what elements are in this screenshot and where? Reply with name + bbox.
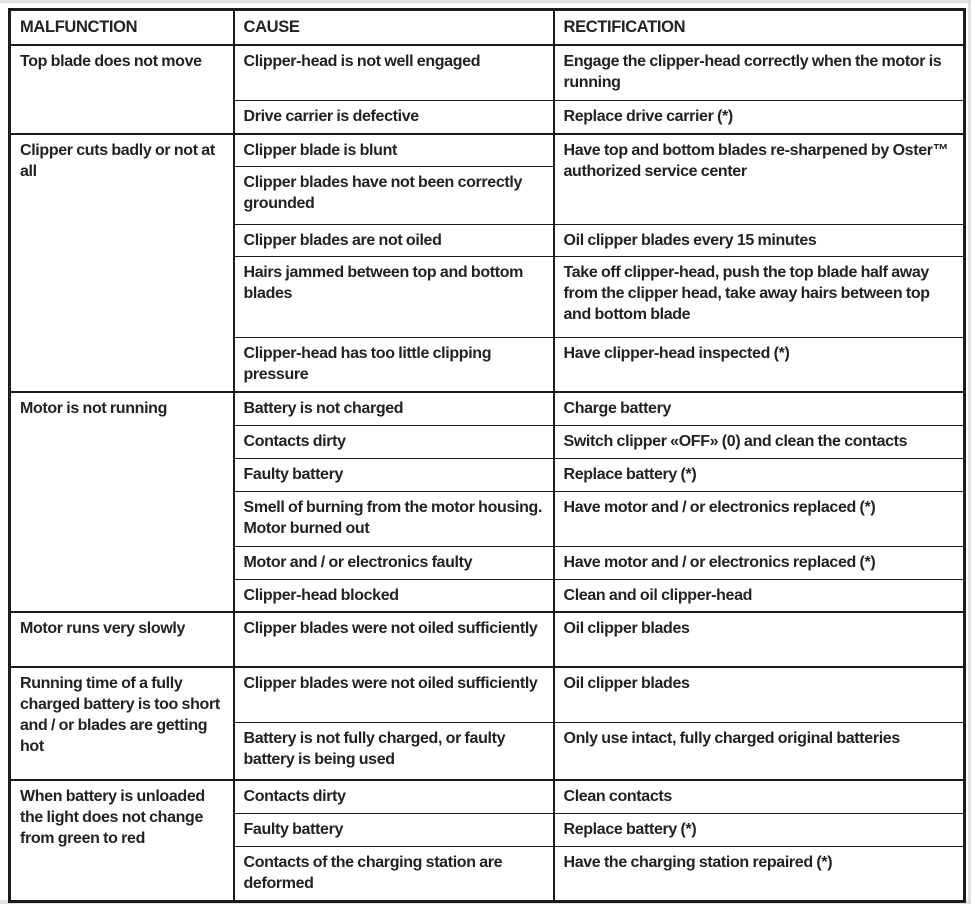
malfunction-cell: Top blade does not move [10, 45, 234, 134]
malfunction-cell: Clipper cuts badly or not at all [10, 134, 234, 393]
cause-cell: Clipper-head has too little clipping pressure [234, 337, 554, 392]
col-header-rectification: RECTIFICATION [554, 10, 965, 45]
table-row [10, 780, 965, 813]
rectification-cell: Oil clipper blades [554, 612, 965, 667]
rectification-cell: Take off clipper-head, push the top blade half away from the clipper head, take away hairs between top and bottom blade [554, 256, 965, 337]
cause-cell: Clipper blades are not oiled [234, 224, 554, 256]
malfunction-cell: When battery is unloaded the light does not change from green to red [10, 780, 234, 901]
cause-cell: Contacts dirty [234, 780, 554, 813]
cause-cell: Clipper-head blocked [234, 579, 554, 612]
cause-cell: Clipper blades have not been correctly grounded [234, 166, 554, 224]
cause-cell: Battery is not charged [234, 392, 554, 425]
cause-cell: Motor and / or electronics faulty [234, 546, 554, 579]
cause-cell: Drive carrier is defective [234, 101, 554, 134]
cause-cell: Faulty battery [234, 813, 554, 846]
cause-cell: Hairs jammed between top and bottom blades [234, 256, 554, 337]
col-header-malfunction: MALFUNCTION [10, 10, 234, 45]
rectification-cell: Have top and bottom blades re-sharpened by Oster™ authorized service center [554, 134, 965, 225]
cause-cell: Clipper blades were not oiled sufficiently [234, 667, 554, 722]
rectification-cell: Have motor and / or electronics replaced (*) [554, 491, 965, 546]
rectification-cell: Clean contacts [554, 780, 965, 813]
cause-cell: Battery is not fully charged, or faulty battery is being used [234, 722, 554, 780]
troubleshooting-table [8, 8, 966, 903]
malfunction-cell: Running time of a fully charged battery is too short and / or blades are getting hot [10, 667, 234, 780]
table-row [10, 612, 965, 667]
rectification-cell: Have the charging station repaired (*) [554, 846, 965, 901]
rectification-cell: Have clipper-head inspected (*) [554, 337, 965, 392]
malfunction-cell: Motor is not running [10, 392, 234, 612]
scan-artifact-top [0, 0, 971, 3]
rectification-cell: Oil clipper blades [554, 667, 965, 722]
rectification-cell: Replace battery (*) [554, 458, 965, 491]
rectification-cell: Replace drive carrier (*) [554, 101, 965, 134]
cause-cell: Contacts dirty [234, 425, 554, 458]
table-row [10, 667, 965, 722]
rectification-cell: Switch clipper «OFF» (0) and clean the contacts [554, 425, 965, 458]
rectification-cell: Clean and oil clipper-head [554, 579, 965, 612]
table-row [10, 392, 965, 425]
rectification-cell: Have motor and / or electronics replaced (*) [554, 546, 965, 579]
cause-cell: Clipper-head is not well engaged [234, 45, 554, 101]
rectification-cell: Charge battery [554, 392, 965, 425]
rectification-cell: Replace battery (*) [554, 813, 965, 846]
cause-cell: Smell of burning from the motor housing. Motor burned out [234, 491, 554, 546]
table-row [10, 45, 965, 101]
cause-cell: Faulty battery [234, 458, 554, 491]
cause-cell: Contacts of the charging station are deformed [234, 846, 554, 901]
table-row [10, 134, 965, 167]
rectification-cell: Only use intact, fully charged original batteries [554, 722, 965, 780]
cause-cell: Clipper blades were not oiled sufficiently [234, 612, 554, 667]
rectification-cell: Oil clipper blades every 15 minutes [554, 224, 965, 256]
header-row [10, 10, 965, 45]
col-header-cause: CAUSE [234, 10, 554, 45]
rectification-cell: Engage the clipper-head correctly when the motor is running [554, 45, 965, 101]
cause-cell: Clipper blade is blunt [234, 134, 554, 167]
malfunction-cell: Motor runs very slowly [10, 612, 234, 667]
